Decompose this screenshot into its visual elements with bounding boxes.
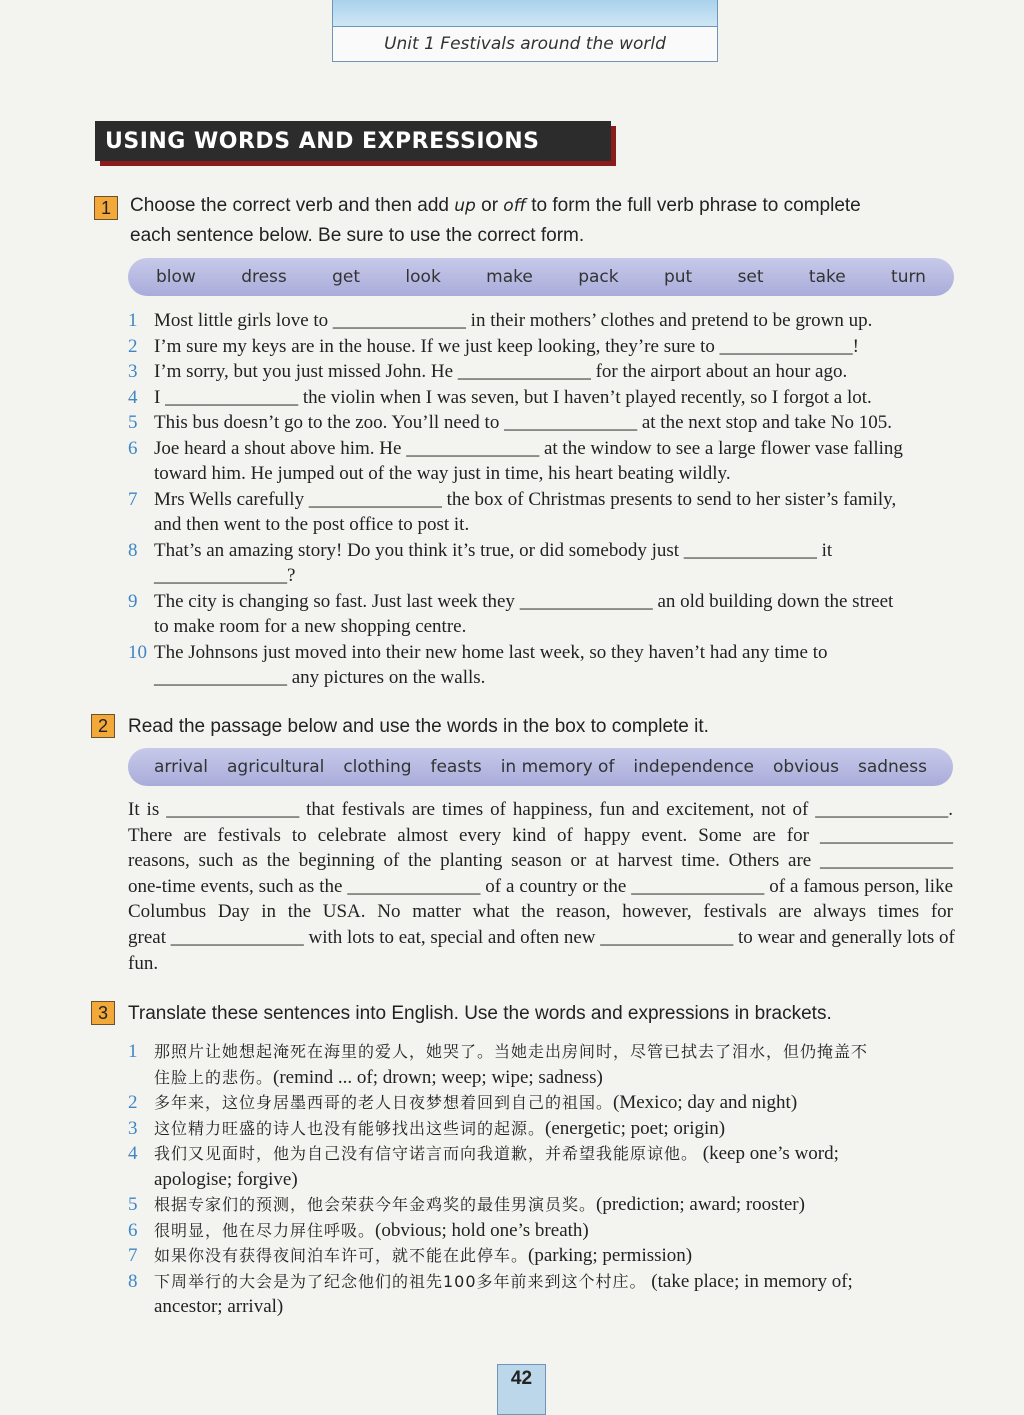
sentence-text: ? <box>287 565 296 586</box>
translation-number: 7 <box>128 1245 138 1266</box>
chinese-text: 那照片让她想起淹死在海里的爱人，她哭了。当她走出房间时，尽管已拭去了泪水，但仍掩盖不 <box>154 1042 869 1061</box>
translation-item <box>128 1218 953 1244</box>
sentence-text: the violin when I was seven, but I haven’t played recently, so I forgot a lot. <box>298 386 872 408</box>
chinese-text: 根据专家们的预测，他会荣获今年金鸡奖的最佳男演员奖。 <box>154 1195 597 1214</box>
sentence-text: I <box>154 386 166 408</box>
sentence-text: Joe heard a shout above him. He <box>154 437 407 459</box>
word-box-item: arrival <box>154 757 209 777</box>
exercise-1-sentences <box>128 308 953 691</box>
sentence-text: toward him. He jumped out of the way just in time, his heart beating wildly. <box>154 463 731 484</box>
passage-line <box>128 899 953 925</box>
word-box-item: put <box>663 267 693 287</box>
word-box-item: in memory of <box>500 757 615 777</box>
sentence-text: I’m sure my keys are in the house. If we just keep looking, they’re sure to <box>154 335 720 357</box>
exercise-3-instruction: Translate these sentences into English. Use the words and expressions in brackets. <box>128 1003 832 1024</box>
instruction-off: off <box>503 196 526 216</box>
chinese-text: 如果你没有获得夜间泊车许可，就不能在此停车。 <box>154 1246 529 1265</box>
passage-text: that festivals are times of happiness, fun and excitement, not of <box>299 799 816 820</box>
passage-text: with lots to eat, special and often new <box>303 926 601 948</box>
passage-text: one-time events, such as the <box>128 875 348 897</box>
sentence-number: 5 <box>128 412 138 433</box>
chinese-text: 很明显，他在尽力屏住呼吸。 <box>154 1220 376 1240</box>
passage-text: There are festivals to celebrate almost every kind of happy event. Some are for <box>128 824 820 846</box>
translation-item <box>128 1141 953 1192</box>
chinese-text: 这位精力旺盛的诗人也没有能够找出这些词的起源。 <box>154 1118 546 1138</box>
sentence-item: 3 I’m sorry, but you just missed John. He ______________ for the airport about an hour ago. <box>128 359 953 385</box>
sentence-text: I’m sorry, but you just missed John. He <box>154 361 458 382</box>
section-banner: USING WORDS AND EXPRESSIONS <box>95 121 611 161</box>
sentence-text: any pictures on the walls. <box>291 667 486 688</box>
page-number: 42 <box>497 1364 546 1415</box>
instruction-up: up <box>454 196 476 216</box>
sentence-number: 10 <box>128 641 147 663</box>
word-box-item: obvious <box>772 757 839 777</box>
chinese-text: 下周举行的大会是为了纪念他们的祖先100多年前来到这个村庄。 <box>154 1271 647 1291</box>
passage-line: one-time events, such as the ______________ of a country or the ______________ of a famous person, like <box>128 875 954 897</box>
sentence-item: 6 Joe heard a shout above him. He ______________ at the window to see a large flower vase falling toward him. He jumped out of the way just in time, his heart beating wildly. <box>128 437 903 484</box>
sentence-text: for the airport about an hour ago. <box>590 361 848 382</box>
unit-title: Unit 1 Festivals around the world <box>384 34 666 54</box>
sentence-number: 3 <box>128 361 138 382</box>
passage-text: Columbus Day in the USA. No matter what the reason, however, festivals are always times for <box>128 901 953 923</box>
passage-text: of a country or the <box>480 875 632 897</box>
instruction-or: or <box>475 195 504 216</box>
passage-text: reasons, such as the beginning of the planting season or at harvest time. Others are <box>128 850 820 872</box>
word-box-item: sadness <box>857 757 927 777</box>
word-box-item: turn <box>891 267 926 287</box>
word-box-item: agricultural <box>227 757 325 777</box>
passage-line <box>128 951 953 977</box>
keyword-hints: apologise; forgive) <box>154 1168 298 1190</box>
sentence-text: Mrs Wells carefully <box>154 488 309 510</box>
passage-text: It is <box>128 799 167 820</box>
passage-text: fun. <box>128 952 159 974</box>
instruction-text: Choose the correct verb and then add <box>130 195 455 216</box>
translation-item <box>128 1116 953 1142</box>
passage-text: to wear and generally lots of <box>733 926 955 948</box>
sentence-item: 9 The city is changing so fast. Just last week they ______________ an old building down the street to make room for a new shopping centre. <box>128 590 894 637</box>
word-box-item: get <box>332 267 361 287</box>
keyword-hints: (parking; permission) <box>528 1245 693 1266</box>
chinese-text: 多年来，这位身居墨西哥的老人日夜梦想着回到自己的祖国。 <box>154 1093 614 1112</box>
sentence-item: 7 Mrs Wells carefully ______________ the box of Christmas presents to send to her sister’s family, and then went to the post office to post it. <box>128 488 897 535</box>
chinese-text: 我们又见面时，他为自己没有信守诺言而向我道歉，并希望我能原谅他。 <box>154 1144 699 1163</box>
sentence-number: 4 <box>128 386 138 408</box>
translation-item <box>128 1243 953 1269</box>
exercise-1-word-box <box>128 258 954 296</box>
sentence-number: 7 <box>128 488 138 510</box>
keyword-hints: (Mexico; day and night) <box>613 1092 798 1113</box>
sentence-text: the box of Christmas presents to send to her sister’s family, <box>441 488 897 510</box>
translation-number: 2 <box>128 1092 138 1113</box>
word-box-item: take <box>808 267 846 287</box>
sentence-number: 9 <box>128 590 138 612</box>
exercise-1-number: 1 <box>94 196 118 220</box>
translation-item <box>128 1039 953 1090</box>
sentence-text: The Johnsons just moved into their new home last week, so they haven’t had any time to <box>154 641 828 663</box>
sentence-text: in their mothers’ clothes and pretend to be grown up. <box>465 310 873 331</box>
translation-item <box>128 1192 953 1218</box>
translation-number: 6 <box>128 1219 138 1241</box>
sentence-text: at the window to see a large flower vase falling <box>539 437 903 459</box>
sentence-text: it <box>816 539 833 561</box>
sentence-text: This bus doesn’t go to the zoo. You’ll need to <box>154 412 505 433</box>
keyword-hints: (take place; in memory of; <box>651 1270 853 1292</box>
sentence-text: at the next stop and take No 105. <box>637 412 892 433</box>
sentence-number: 2 <box>128 335 138 357</box>
word-box-item: independence <box>633 757 755 777</box>
sentence-text: ! <box>852 335 859 357</box>
passage-text: of a famous person, like <box>764 875 954 897</box>
sentence-item: 1 Most little girls love to ______________ in their mothers’ clothes and pretend to be grown up. <box>128 308 953 334</box>
keyword-hints: (remind ... of; drown; weep; wipe; sadness) <box>273 1066 603 1088</box>
translation-item <box>128 1090 953 1116</box>
instruction-text: to form the full verb phrase to complete <box>525 195 861 216</box>
sentence-item: 5 This bus doesn’t go to the zoo. You’ll need to ______________ at the next stop and take No 105. <box>128 410 953 436</box>
sentence-item: 4 I ______________ the violin when I was seven, but I haven’t played recently, so I forgot a lot. <box>128 385 953 411</box>
word-box-item: make <box>486 267 533 287</box>
translation-number: 4 <box>128 1143 138 1164</box>
exercise-3-number: 3 <box>91 1001 115 1025</box>
exercise-2-passage <box>128 797 953 976</box>
word-box-item: pack <box>578 267 619 287</box>
sentence-text: an old building down the street <box>652 590 894 612</box>
sentence-item: 10 The Johnsons just moved into their new home last week, so they haven’t had any time to ______________ any pictures on the walls. <box>128 641 828 688</box>
exercise-2-number: 2 <box>91 714 115 738</box>
unit-header <box>332 0 718 62</box>
word-box-item: clothing <box>343 757 412 777</box>
keyword-hints: (energetic; poet; origin) <box>545 1117 726 1139</box>
keyword-hints: ancestor; arrival) <box>154 1296 284 1317</box>
passage-line: There are festivals to celebrate almost every kind of happy event. Some are for ______________ <box>128 824 953 846</box>
passage-text: . <box>948 799 954 820</box>
passage-line: It is ______________ that festivals are times of happiness, fun and excitement, not of ______________. <box>128 799 954 820</box>
sentence-item: 8 That’s an amazing story! Do you think it’s true, or did somebody just ______________ it ______________? <box>128 539 833 586</box>
exercise-2-word-box <box>128 748 953 786</box>
passage-line: reasons, such as the beginning of the planting season or at harvest time. Others are ______________ <box>128 850 953 872</box>
translation-number: 5 <box>128 1194 138 1215</box>
word-box-item: look <box>405 267 441 287</box>
sentence-text: That’s an amazing story! Do you think it’s true, or did somebody just <box>154 539 684 561</box>
word-box-item: set <box>737 267 764 287</box>
word-box-item: blow <box>156 267 196 287</box>
translation-number: 8 <box>128 1270 138 1292</box>
keyword-hints: (obvious; hold one’s breath) <box>375 1219 589 1241</box>
chinese-text: 住脸上的悲伤。 <box>154 1067 274 1087</box>
passage-text: great <box>128 926 171 948</box>
sentence-number: 8 <box>128 539 138 561</box>
keyword-hints: (prediction; award; rooster) <box>596 1194 805 1215</box>
sentence-text: Most little girls love to <box>154 310 333 331</box>
sentence-number: 1 <box>128 310 138 331</box>
translation-number: 3 <box>128 1117 138 1139</box>
keyword-hints: (keep one’s word; <box>702 1143 839 1164</box>
translation-item <box>128 1269 953 1320</box>
exercise-1-instruction <box>130 191 960 251</box>
sentence-text: and then went to the post office to post it. <box>154 514 470 535</box>
header-wave-decoration <box>333 0 717 27</box>
translation-number: 1 <box>128 1041 138 1062</box>
sentence-text: to make room for a new shopping centre. <box>154 616 467 637</box>
exercise-3-sentences <box>128 1039 953 1320</box>
word-box-item: feasts <box>430 757 482 777</box>
passage-line: great ______________ with lots to eat, special and often new ______________ to wear and generally lots of <box>128 926 955 948</box>
instruction-text: each sentence below. Be sure to use the correct form. <box>130 225 585 246</box>
sentence-item: 2 I’m sure my keys are in the house. If we just keep looking, they’re sure to ______________! <box>128 334 953 360</box>
exercise-2-instruction: Read the passage below and use the words in the box to complete it. <box>128 716 709 737</box>
sentence-text: The city is changing so fast. Just last week they <box>154 590 520 612</box>
word-box-item: dress <box>241 267 287 287</box>
sentence-number: 6 <box>128 437 138 459</box>
